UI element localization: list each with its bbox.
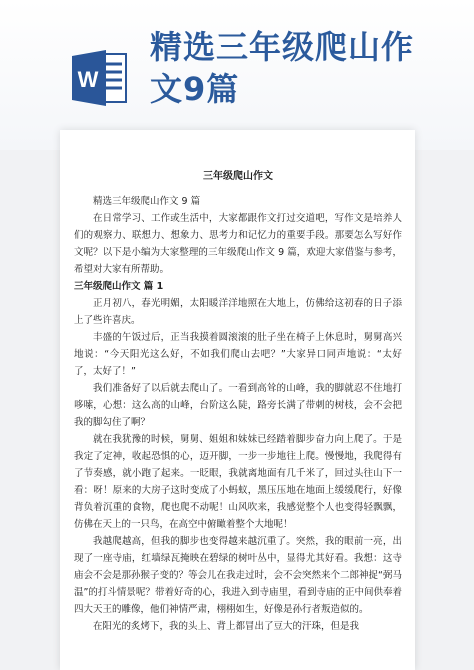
document-paragraph: 在阳光的炙烤下，我的头上、背上都冒出了豆大的汗珠，但是我 <box>93 621 360 632</box>
document-paragraph: 丰盛的午饭过后，正当我摸着圆滚滚的肚子坐在椅子上休息时，舅舅高兴地说：“今天阳光这么好，不如我们爬山去吧？”大家异口同声地说：“太好了，太好了！” <box>74 332 402 377</box>
document-page <box>60 130 415 670</box>
document-paragraph: 正月初八，春光明媚，太阳暖洋洋地照在大地上，仿佛给这初春的日子添上了些许喜庆。 <box>74 298 402 326</box>
document-paragraph: 我们准备好了以后就去爬山了。一看到高耸的山峰，我的脚就忍不住地打哆嗦，心想：这么高的山峰，台阶这么陡，路旁长满了带刺的树枝，会不会把我的脚勾住了啊？ <box>74 383 402 428</box>
section-heading: 三年级爬山作文 篇 1 <box>74 281 164 292</box>
document-paragraph: 精选三年级爬山作文 9 篇 <box>93 196 201 207</box>
document-paragraph: 就在我犹豫的时候，舅舅、姐姐和妹妹已经踏着脚步奋力向上爬了。于是我定了定神，收起恐惧的心，迈开脚，一步一步地往上爬。慢慢地，我爬得有了节奏感，就小跑了起来。一眨眼，我就离地面有几千米了，回过头往山下一看：呀！原来的大房子这时变成了小蚂蚁，黑压压地在地面上缓缓爬行，好像背负着沉重的食物，爬也爬不动呢！山风吹来，我感觉整个人也变得轻飘飘，仿佛在天上的一只鸟，在高空中俯瞰着整个大地呢！ <box>74 434 402 530</box>
page-title-line2: 文9篇 <box>150 70 240 108</box>
document-paragraph: 在日常学习、工作或生活中，大家都跟作文打过交道吧，写作文是培养人们的观察力、联想力、想象力、思考力和记忆力的重要手段。那要怎么写好作文呢？以下是小编为大家整理的三年级爬山作文 9 篇，欢迎大家借鉴与参考，希望对大家有所帮助。 <box>74 213 402 275</box>
document-paragraph: 我越爬越高，但我的脚步也变得越来越沉重了。突然，我的眼前一亮，出现了一座寺庙，红墙绿瓦掩映在碧绿的树叶丛中，显得尤其好看。我想：这寺庙会不会是那孙猴子变的？等会儿在我走过时，会不会突然来个二郎神捉“弼马温”的打斗情景呢？带着好奇的心，我进入到寺庙里，看到寺庙的正中间供奉着四大天王的雕像，他们神情严肃，栩栩如生，好像是孙行者叛造似的。 <box>74 536 402 615</box>
page-title-line1: 精选三年级爬山作 <box>150 28 415 66</box>
document-body <box>74 168 402 635</box>
document-title: 三年级爬山作文 <box>203 171 273 182</box>
word-doc-icon <box>72 48 128 108</box>
page-title <box>150 26 460 110</box>
word-icon-letter: W <box>77 67 99 92</box>
